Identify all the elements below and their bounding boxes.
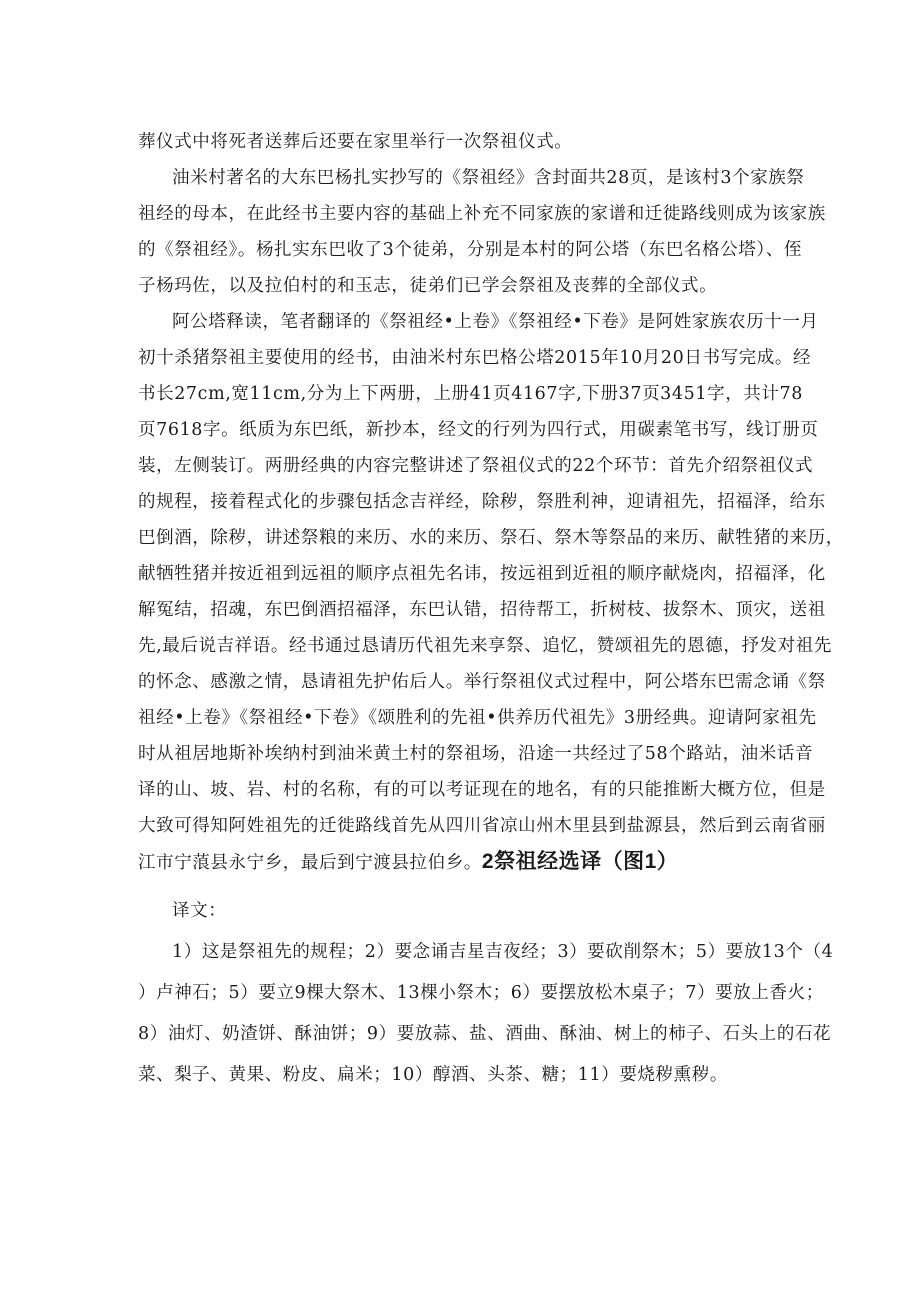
translation-label: 译文： (172, 901, 227, 921)
paragraph-line: 葬仪式中将死者送葬后还要在家里举行一次祭祖仪式。 (138, 132, 573, 152)
paragraph-line: 的《祭祖经》。杨扎实东巴收了3个徒弟，分别是本村的阿公塔（东巴名格公塔）、侄 (138, 240, 802, 260)
paragraph-line: 解冤结，招魂，东巴倒酒招福泽，东巴认错，招待帮工，折树枝、拔祭木、顶灾，送祖 (138, 600, 826, 620)
paragraph-line: 页7618字。纸质为东巴纸，新抄本，经文的行列为四行式，用碳素笔书写，线订册页 (138, 420, 819, 440)
translation-line: 菜、梨子、黄果、粉皮、扁米；10）醇酒、头茶、糖；11）要烧秽熏秽。 (138, 1065, 728, 1085)
paragraph-line: 献牺牲猪并按近祖到远祖的顺序点祖先名讳，按远祖到近祖的顺序献烧肉，招福泽，化 (138, 564, 826, 584)
paragraph-line: 装，左侧装订。两册经典的内容完整讲述了祭祖仪式的22个环节：首先介绍祭祖仪式 (138, 456, 814, 476)
paragraph-line: 先,最后说吉祥语。经书通过恳请历代祖先来享祭、追忆，赞颂祖先的恩德，抒发对祖先 (138, 636, 832, 656)
paragraph-line: 时从祖居地斯补埃纳村到油米黄土村的祭祖场，沿途一共经过了58个路站，油米话音 (138, 744, 814, 764)
paragraph-line: 祖经的母本，在此经书主要内容的基础上补充不同家族的家谱和迁徙路线则成为该家族 (138, 204, 826, 224)
paragraph-line: 阿公塔释读，笔者翻译的《祭祖经•上卷》《祭祖经•下卷》是阿姓家族农历十一月 (172, 312, 819, 332)
paragraph-line: 巴倒酒，除秽，讲述祭粮的来历、水的来历、祭石、祭木等祭品的来历、献牲猪的来历， (138, 528, 844, 548)
paragraph-line: 初十杀猪祭祖主要使用的经书，由油米村东巴格公塔2015年10月20日书写完成。经 (138, 348, 812, 368)
paragraph-line: 江市宁蒗县永宁乡，最后到宁渡县拉伯乡。 (138, 853, 482, 873)
paragraph-line: 书长27cm,宽11cm,分为上下两册，上册41页4167字,下册37页3451字，共计78 (138, 384, 803, 404)
section-heading: 2祭祖经选译（图1） (481, 850, 679, 873)
paragraph-line: 的怀念、感激之情，恳请祖先护佑后人。举行祭祖仪式过程中，阿公塔东巴需念诵《祭 (138, 672, 826, 692)
paragraph-line: 的规程，接着程式化的步骤包括念吉祥经，除秽，祭胜利神，迎请祖先，招福泽，给东 (138, 492, 826, 512)
paragraph-line: 译的山、坡、岩、村的名称，有的可以考证现在的地名，有的只能推断大概方位，但是 (138, 780, 826, 800)
translation-line: 1）这是祭祖先的规程；2）要念诵吉星吉夜经；3）要砍削祭木；5）要放13个（4 (172, 942, 834, 962)
paragraph-line-with-heading (138, 848, 800, 877)
paragraph-line: 子杨玛佐，以及拉伯村的和玉志，徒弟们已学会祭祖及丧葬的全部仪式。 (138, 276, 718, 296)
translation-line: 8）油灯、奶渣饼、酥油饼；9）要放蒜、盐、酒曲、酥油、树上的柿子、石头上的石花 (138, 1024, 832, 1044)
paragraph-line: 祖经•上卷》《祭祖经•下卷》《颂胜利的先祖•供养历代祖先》3册经典。迎请阿家祖先 (138, 708, 817, 728)
translation-line: ）卢神石；5）要立9棵大祭木、13棵小祭木；6）要摆放松木桌子；7）要放上香火； (138, 983, 824, 1003)
paragraph-line: 油米村著名的大东巴杨扎实抄写的《祭祖经》含封面共28页，是该村3个家族祭 (172, 168, 805, 188)
paragraph-line: 大致可得知阿姓祖先的迁徙路线首先从四川省凉山州木里县到盐源县，然后到云南省丽 (138, 816, 826, 836)
